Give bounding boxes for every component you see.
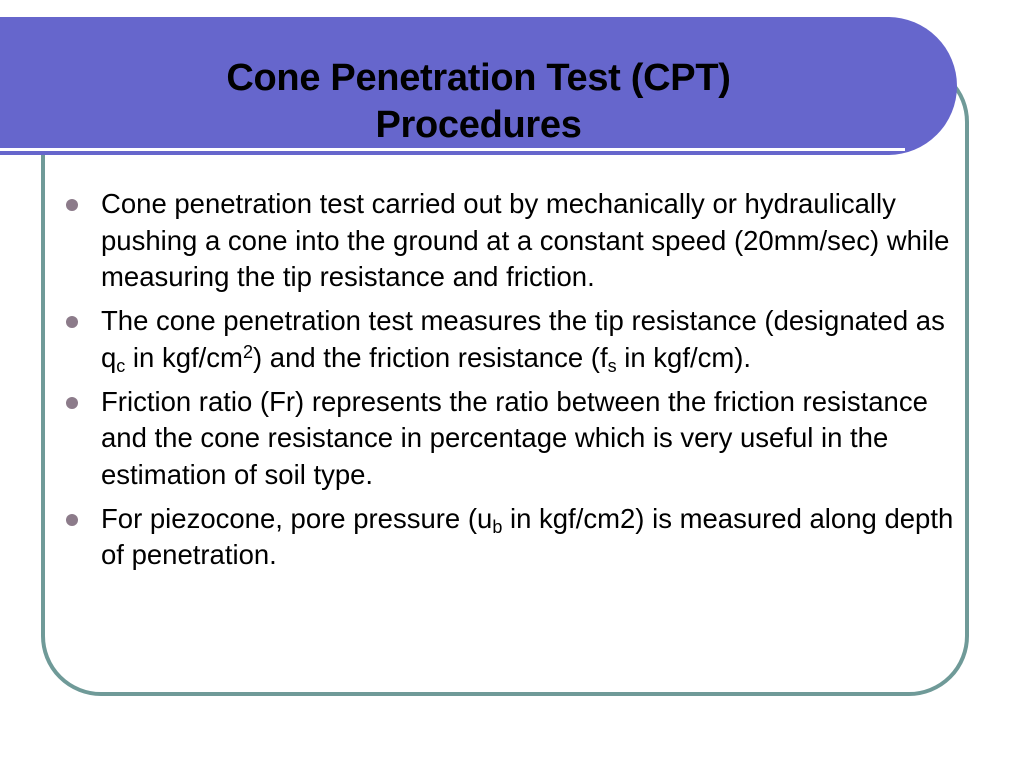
bullet-list	[64, 186, 969, 581]
bullet-text-part: in kgf/cm2) is measured along depth of penetration.	[101, 502, 954, 571]
bullet-dot-icon	[66, 316, 78, 328]
bullet-text	[101, 305, 945, 376]
title-underline	[0, 148, 905, 151]
bullet-item-piezocone	[64, 501, 969, 574]
bullet-dot-icon	[66, 514, 78, 526]
subscript-b: b	[492, 516, 503, 537]
bullet-text-part: ) and the friction resistance (f	[252, 341, 608, 373]
bullet-text-part: For piezocone, pore pressure (u	[101, 502, 493, 534]
bullet-dot-icon	[66, 397, 78, 409]
slide-title	[0, 55, 957, 149]
slide-title-line-1: Cone Penetration Test (CPT)	[226, 57, 731, 99]
bullet-dot-icon	[66, 199, 78, 211]
bullet-text-part: The cone penetration test measures the tip resistance (designated as q	[101, 305, 945, 373]
subscript-s: s	[607, 355, 617, 376]
bullet-item-tip-resistance	[64, 303, 969, 376]
bullet-text: Friction ratio (Fr) represents the ratio between the friction resistance and the cone resistance in percentage which is very useful in the estimation of soil type.	[101, 385, 928, 490]
title-bar	[0, 17, 957, 155]
bullet-text: Cone penetration test carried out by mechanically or hydraulically pushing a cone into the ground at a constant speed (20mm/sec) while measuring the tip resistance and friction.	[101, 188, 950, 293]
bullet-text	[101, 503, 953, 571]
bullet-text-part: in kgf/cm	[125, 341, 243, 373]
bullet-item-friction-ratio	[64, 384, 969, 494]
superscript-2: 2	[242, 341, 253, 362]
slide-title-line-2: Procedures	[375, 104, 582, 146]
subscript-c: c	[116, 355, 126, 376]
bullet-text-part: in kgf/cm).	[616, 341, 752, 373]
bullet-item-cpt-method	[64, 186, 969, 296]
